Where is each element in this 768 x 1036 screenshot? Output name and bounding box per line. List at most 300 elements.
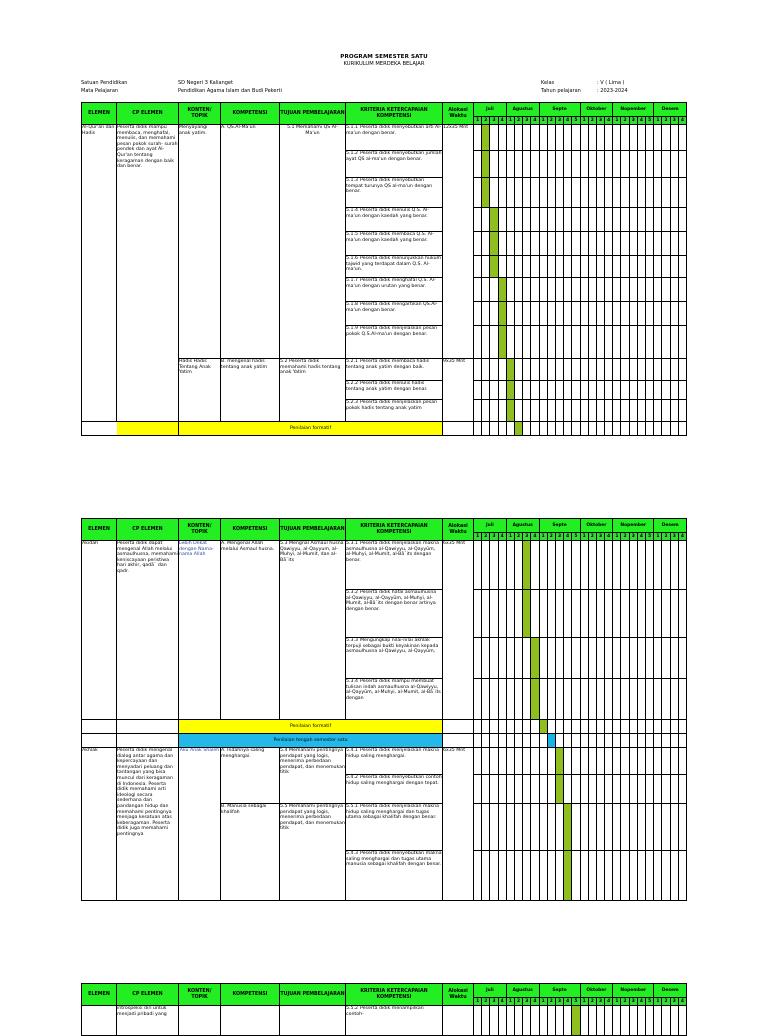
week-cell xyxy=(596,302,604,326)
week-cell xyxy=(531,679,539,720)
week-cell xyxy=(662,256,670,278)
week-cell xyxy=(678,125,686,151)
week-cell xyxy=(564,775,572,804)
kriteria-cell: 5.1.6 Peserta didik menunjukkan hukum tajwid yang terdapat dalam Q.S. Al-ma'un. xyxy=(346,256,443,278)
month-header: Oktober xyxy=(580,103,613,117)
week-cell xyxy=(637,541,645,590)
week-cell xyxy=(523,278,531,302)
week-cell xyxy=(523,326,531,359)
week-cell xyxy=(596,400,604,422)
week-cell xyxy=(670,804,678,851)
week-cell xyxy=(482,590,490,638)
week-cell xyxy=(646,208,654,232)
week-cell xyxy=(621,381,629,400)
week-cell xyxy=(654,256,662,278)
week-number: 4 xyxy=(678,998,686,1006)
week-cell xyxy=(531,400,539,422)
week-cell xyxy=(564,1006,572,1036)
week-cell xyxy=(654,734,662,748)
week-cell xyxy=(629,804,637,851)
week-cell xyxy=(670,151,678,178)
week-cell xyxy=(482,178,490,208)
week-number: 3 xyxy=(596,533,604,541)
week-cell xyxy=(482,302,490,326)
week-number: 1 xyxy=(654,998,662,1006)
week-cell xyxy=(646,381,654,400)
week-cell xyxy=(678,720,686,734)
week-cell xyxy=(572,720,580,734)
week-cell xyxy=(637,208,645,232)
week-number: 4 xyxy=(637,533,645,541)
week-cell xyxy=(580,208,588,232)
satuan-label: Satuan Pendidikan xyxy=(81,80,128,86)
week-cell xyxy=(539,359,547,381)
week-cell xyxy=(654,720,662,734)
kelas-value: : V ( Lima ) xyxy=(597,80,625,86)
week-cell xyxy=(621,359,629,381)
week-cell xyxy=(605,851,613,901)
month-header: Juli xyxy=(474,984,507,998)
week-cell xyxy=(588,679,596,720)
week-cell xyxy=(564,178,572,208)
week-cell xyxy=(588,422,596,436)
kriteria-cell: 5.4.1 Peserta didik menjelaskan makna hidup saling menghargai. xyxy=(346,748,443,775)
week-cell xyxy=(498,381,506,400)
week-cell xyxy=(490,326,498,359)
week-cell xyxy=(539,326,547,359)
program-table-1 xyxy=(81,102,687,436)
mapel-value: Pendidikan Agama Islam dan Budi Pekerti xyxy=(178,88,282,94)
week-cell xyxy=(580,734,588,748)
week-cell xyxy=(588,748,596,775)
week-number: 3 xyxy=(523,533,531,541)
week-cell xyxy=(523,638,531,679)
week-cell xyxy=(629,208,637,232)
week-cell xyxy=(564,734,572,748)
week-cell xyxy=(596,178,604,208)
week-cell xyxy=(555,804,563,851)
week-cell xyxy=(474,748,482,775)
week-cell xyxy=(588,720,596,734)
week-cell xyxy=(580,381,588,400)
program-table-3 xyxy=(81,983,687,1036)
week-cell xyxy=(654,851,662,901)
info-labels-left xyxy=(81,79,127,95)
week-cell xyxy=(572,748,580,775)
week-cell xyxy=(572,734,580,748)
week-cell xyxy=(596,278,604,302)
week-cell xyxy=(531,151,539,178)
month-header: Nopember xyxy=(613,519,654,533)
week-cell xyxy=(613,381,621,400)
week-cell xyxy=(670,326,678,359)
week-cell xyxy=(580,359,588,381)
week-cell xyxy=(482,1006,490,1036)
week-cell xyxy=(555,775,563,804)
week-cell xyxy=(506,208,514,232)
kompetensi-cell: A. Mengenal Allah melalui Asmaul husna. xyxy=(221,541,280,720)
week-cell xyxy=(678,302,686,326)
week-cell xyxy=(605,208,613,232)
col-elemen: ELEMEN xyxy=(82,103,117,125)
week-cell xyxy=(621,679,629,720)
week-cell xyxy=(506,359,514,381)
week-number: 3 xyxy=(523,998,531,1006)
week-cell xyxy=(629,178,637,208)
week-cell xyxy=(678,151,686,178)
tujuan-cell: 5.5 Memahami pentingnya pendapat yang logis, menerima perbedaan pendapat, dan menemukan titik xyxy=(280,804,346,901)
week-cell xyxy=(506,326,514,359)
week-cell xyxy=(580,804,588,851)
kriteria-cell: 5.3.1 Peserta didik menjelaskan makna asmaulhusna al-Qawiyyu, al-Qayyūm, al-Muhyi, al-Mumit, al-Bā`its dengan benar. xyxy=(346,541,443,590)
kompetensi-cell: A. Indahnya saling menghargai. xyxy=(221,748,280,804)
week-number: 3 xyxy=(629,117,637,125)
week-cell xyxy=(596,638,604,679)
week-cell xyxy=(564,748,572,775)
week-cell xyxy=(514,804,522,851)
week-cell xyxy=(555,638,563,679)
week-number: 3 xyxy=(670,998,678,1006)
week-cell xyxy=(514,178,522,208)
week-cell xyxy=(572,400,580,422)
week-cell xyxy=(572,679,580,720)
week-cell xyxy=(596,590,604,638)
week-cell xyxy=(596,775,604,804)
week-cell xyxy=(490,302,498,326)
week-cell xyxy=(670,278,678,302)
week-cell xyxy=(547,178,555,208)
week-cell xyxy=(523,679,531,720)
elemen-cell: Al-Qur'an dan Hadis xyxy=(82,125,117,422)
week-cell xyxy=(523,208,531,232)
month-header: Desem xyxy=(654,103,687,117)
week-cell xyxy=(580,422,588,436)
week-cell xyxy=(564,278,572,302)
week-cell xyxy=(514,748,522,775)
week-cell xyxy=(605,775,613,804)
week-cell xyxy=(490,359,498,381)
week-cell xyxy=(555,381,563,400)
konten-cell: Hadis Hadis Tentang Anak Yatim xyxy=(179,359,221,422)
week-cell xyxy=(506,125,514,151)
week-cell xyxy=(555,679,563,720)
week-cell xyxy=(646,256,654,278)
week-cell xyxy=(596,151,604,178)
week-cell xyxy=(490,1006,498,1036)
week-number: 1 xyxy=(474,998,482,1006)
week-cell xyxy=(621,720,629,734)
week-cell xyxy=(605,400,613,422)
week-cell xyxy=(564,804,572,851)
week-cell xyxy=(670,748,678,775)
week-cell xyxy=(523,1006,531,1036)
tujuan-cell: 5.1 Memahami QS Al-Ma'un xyxy=(280,125,346,359)
week-cell xyxy=(654,278,662,302)
week-cell xyxy=(506,278,514,302)
week-cell xyxy=(654,302,662,326)
week-cell xyxy=(654,748,662,775)
week-cell xyxy=(678,381,686,400)
week-cell xyxy=(572,208,580,232)
week-cell xyxy=(482,734,490,748)
week-cell xyxy=(523,422,531,436)
week-cell xyxy=(564,326,572,359)
week-cell xyxy=(588,381,596,400)
week-cell xyxy=(637,804,645,851)
week-cell xyxy=(621,278,629,302)
week-cell xyxy=(613,326,621,359)
week-cell xyxy=(637,400,645,422)
cp-cell: Peserta didik dapat mengenal Allah melalui asmaulhusna, memahami keniscayaan peristiwa hari akhir, qadā` dan qadr. xyxy=(117,541,179,720)
week-cell xyxy=(514,125,522,151)
week-cell xyxy=(646,125,654,151)
week-number: 1 xyxy=(580,998,588,1006)
week-cell xyxy=(629,422,637,436)
week-cell xyxy=(531,256,539,278)
week-cell xyxy=(514,679,522,720)
week-cell xyxy=(474,422,482,436)
document-header xyxy=(0,54,768,67)
week-number: 5 xyxy=(572,998,580,1006)
week-cell xyxy=(482,775,490,804)
week-cell xyxy=(621,541,629,590)
kriteria-cell: 5.1.9 Peserta didik menjelaskan pesan pokok Q.S.Al-ma'un dengan benar. xyxy=(346,326,443,359)
week-number: 2 xyxy=(514,117,522,125)
week-cell xyxy=(474,232,482,256)
week-cell xyxy=(654,400,662,422)
week-cell xyxy=(580,278,588,302)
kriteria-cell: 5.4.3 Peserta didik menyebutkan makna saling menghargai dan tugas utama manusia sebagai khalifah dengan benar. xyxy=(346,851,443,901)
week-cell xyxy=(572,326,580,359)
week-cell xyxy=(588,278,596,302)
week-cell xyxy=(646,720,654,734)
week-number: 4 xyxy=(605,533,613,541)
col-konten: KONTEN/ TOPIK xyxy=(179,103,221,125)
week-number: 2 xyxy=(662,998,670,1006)
week-cell xyxy=(514,208,522,232)
week-cell xyxy=(580,748,588,775)
week-cell xyxy=(588,1006,596,1036)
week-cell xyxy=(490,381,498,400)
week-cell xyxy=(531,851,539,901)
week-cell xyxy=(514,422,522,436)
week-number: 2 xyxy=(514,533,522,541)
week-cell xyxy=(605,125,613,151)
penilaian-formatif-label: Penilaian formatif xyxy=(179,422,443,436)
week-cell xyxy=(646,541,654,590)
week-cell xyxy=(564,151,572,178)
week-cell xyxy=(474,679,482,720)
col-alokasi: Alokasi Waktu xyxy=(443,519,474,541)
week-cell xyxy=(555,208,563,232)
week-cell xyxy=(621,302,629,326)
week-cell xyxy=(613,232,621,256)
week-number: 5 xyxy=(572,533,580,541)
week-cell xyxy=(613,748,621,775)
week-cell xyxy=(564,400,572,422)
week-cell xyxy=(498,748,506,775)
week-cell xyxy=(678,541,686,590)
week-cell xyxy=(498,541,506,590)
week-cell xyxy=(531,1006,539,1036)
week-cell xyxy=(555,232,563,256)
week-cell xyxy=(662,541,670,590)
week-cell xyxy=(490,541,498,590)
week-cell xyxy=(555,302,563,326)
week-cell xyxy=(572,590,580,638)
week-cell xyxy=(613,1006,621,1036)
week-cell xyxy=(547,422,555,436)
week-cell xyxy=(654,381,662,400)
week-cell xyxy=(531,775,539,804)
week-cell xyxy=(482,208,490,232)
week-cell xyxy=(678,775,686,804)
week-cell xyxy=(637,326,645,359)
week-cell xyxy=(572,151,580,178)
week-cell xyxy=(539,302,547,326)
week-cell xyxy=(646,178,654,208)
week-cell xyxy=(613,851,621,901)
week-cell xyxy=(596,125,604,151)
week-cell xyxy=(596,381,604,400)
week-cell xyxy=(523,302,531,326)
week-cell xyxy=(596,541,604,590)
week-number: 3 xyxy=(670,533,678,541)
week-cell xyxy=(637,1006,645,1036)
week-cell xyxy=(564,256,572,278)
week-number: 1 xyxy=(654,533,662,541)
week-cell xyxy=(523,590,531,638)
week-number: 1 xyxy=(506,998,514,1006)
week-cell xyxy=(490,638,498,679)
kriteria-cell: 5.2.3 Peserta didik menjelaskan pesan pokok hadis tentang anak yatim xyxy=(346,400,443,422)
week-cell xyxy=(613,302,621,326)
document-subtitle: KURIKULUM MERDEKA BELAJAR xyxy=(343,61,425,67)
week-cell xyxy=(654,775,662,804)
week-cell xyxy=(547,804,555,851)
week-cell xyxy=(613,422,621,436)
week-number: 2 xyxy=(621,117,629,125)
week-number: 4 xyxy=(678,117,686,125)
month-header: Desem xyxy=(654,519,687,533)
week-cell xyxy=(629,232,637,256)
week-cell xyxy=(531,125,539,151)
week-cell xyxy=(670,541,678,590)
week-cell xyxy=(572,775,580,804)
col-elemen: ELEMEN xyxy=(82,984,117,1006)
week-number: 2 xyxy=(621,533,629,541)
week-cell xyxy=(482,748,490,775)
week-cell xyxy=(506,541,514,590)
tahun-label: Tahun pelajaran xyxy=(541,88,581,94)
week-cell xyxy=(580,541,588,590)
week-cell xyxy=(572,1006,580,1036)
week-cell xyxy=(662,178,670,208)
week-cell xyxy=(621,232,629,256)
week-cell xyxy=(605,720,613,734)
week-cell xyxy=(580,326,588,359)
week-cell xyxy=(629,734,637,748)
week-cell xyxy=(629,541,637,590)
week-cell xyxy=(629,400,637,422)
week-cell xyxy=(670,232,678,256)
week-number: 2 xyxy=(588,117,596,125)
week-cell xyxy=(588,256,596,278)
week-cell xyxy=(547,256,555,278)
week-cell xyxy=(629,590,637,638)
week-cell xyxy=(580,1006,588,1036)
week-cell xyxy=(482,278,490,302)
week-cell xyxy=(490,151,498,178)
week-cell xyxy=(482,359,490,381)
week-cell xyxy=(514,734,522,748)
week-cell xyxy=(523,775,531,804)
col-konten: KONTEN/ TOPIK xyxy=(179,519,221,541)
week-cell xyxy=(547,232,555,256)
week-cell xyxy=(547,590,555,638)
week-cell xyxy=(629,679,637,720)
week-cell xyxy=(474,302,482,326)
week-cell xyxy=(670,1006,678,1036)
week-number: 1 xyxy=(580,117,588,125)
week-cell xyxy=(506,151,514,178)
week-cell xyxy=(564,381,572,400)
week-cell xyxy=(498,851,506,901)
week-cell xyxy=(646,422,654,436)
alokasi-cell: 6x35 Mnt xyxy=(443,541,474,720)
week-cell xyxy=(580,125,588,151)
week-cell xyxy=(588,541,596,590)
week-cell xyxy=(514,400,522,422)
week-cell xyxy=(662,679,670,720)
week-cell xyxy=(613,208,621,232)
week-number: 3 xyxy=(670,117,678,125)
week-number: 1 xyxy=(506,117,514,125)
week-number: 2 xyxy=(662,117,670,125)
week-cell xyxy=(490,278,498,302)
week-cell xyxy=(547,359,555,381)
month-header: Oktober xyxy=(580,519,613,533)
tujuan-cell: 5.4 Memahami pentingnya pendapat yang logis, menerima perbedaan pendapat, dan menemukan titik xyxy=(280,748,346,804)
week-cell xyxy=(498,590,506,638)
week-cell xyxy=(613,151,621,178)
week-cell xyxy=(662,208,670,232)
week-number: 4 xyxy=(531,533,539,541)
week-cell xyxy=(514,278,522,302)
week-cell xyxy=(498,302,506,326)
week-number: 2 xyxy=(547,998,555,1006)
week-cell xyxy=(588,400,596,422)
week-cell xyxy=(588,775,596,804)
week-number: 1 xyxy=(580,533,588,541)
col-tujuan: TUJUAN PEMBELAJARAN xyxy=(280,519,346,541)
week-cell xyxy=(539,590,547,638)
week-cell xyxy=(670,775,678,804)
week-cell xyxy=(580,638,588,679)
week-cell xyxy=(539,151,547,178)
week-cell xyxy=(547,851,555,901)
week-cell xyxy=(547,638,555,679)
kriteria-cell: 5.1.5 Peserta didik membaca Q.S. Al- ma'un dengan kaedah yang benar. xyxy=(346,232,443,256)
week-cell xyxy=(678,256,686,278)
week-cell xyxy=(506,851,514,901)
week-cell xyxy=(646,775,654,804)
week-cell xyxy=(662,151,670,178)
week-cell xyxy=(474,1006,482,1036)
week-cell xyxy=(555,256,563,278)
week-cell xyxy=(564,422,572,436)
kriteria-cell: 5.3.3 Mengungkap nilai-nilai akhlak terpuji sebagai bukti keyakinan kepada asmaulhusna al-Qawiyyu, al-Qayyūm, xyxy=(346,638,443,679)
